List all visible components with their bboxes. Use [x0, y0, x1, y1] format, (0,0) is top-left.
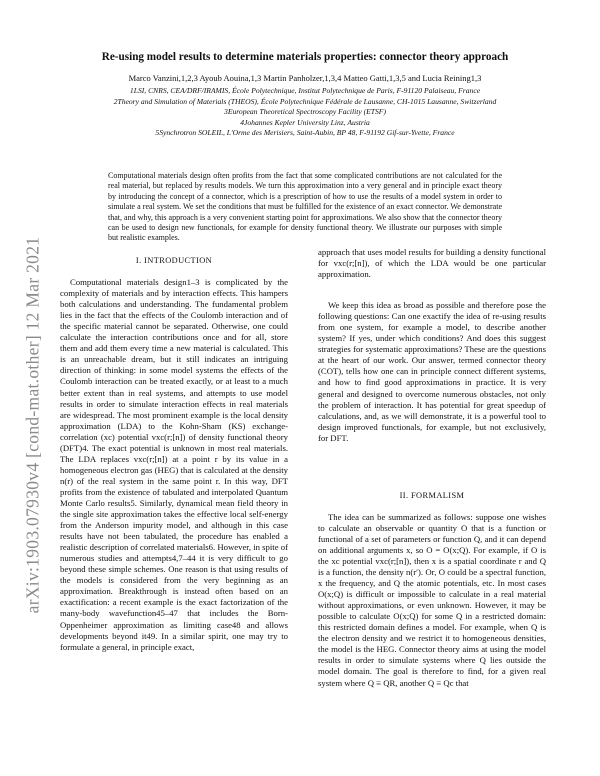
- arxiv-identifier-text: arXiv:1903.07930v4 [cond-mat.other] 12 Mar 2021: [22, 236, 43, 614]
- abstract: Computational materials design often profits from the fact that some complicated contributions are not calculated for the real material, but replaced by results models. We turn this approximation into a very general and in principle exact theory by introducing the concept of a connector, which is a prescription of how to use the results of a model system in order to simulate a real system. We set the conditions that must be fulfilled for the existence of an exact connector. We demonstrate that, and why, this approach is a very convenient starting point for approximations. We also show that the connector theory can be used to design new functionals, for example for density functional theory. We illustrate our purposes with simple but realistic examples.: [108, 171, 502, 243]
- affiliations: [60, 86, 550, 139]
- section-heading-formalism: II. FORMALISM: [399, 490, 465, 500]
- right-column: [318, 247, 546, 689]
- affiliation-4: 4Johannes Kepler University Linz, Austria: [240, 117, 370, 127]
- author-names: Marco Vanzini,1,2,3 Ayoub Aouina,1,3 Martin Panholzer,1,3,4 Matteo Gatti,1,3,5 and Lucia Reining1,3: [128, 73, 482, 83]
- author-list: [60, 73, 550, 83]
- intro-paragraph-1: Computational materials design1–3 is complicated by the complexity of materials and by interaction effects. This hampers both calculations and understanding. The fundamental problem lies in the fact that the effects of the Coulomb interaction and of the specific material cannot be separated. Otherwise, one could calculate the interaction contributions once and for all, store them and add them every time a new material is calculated. This is an unreachable dream, but it still indicates an intriguing direction of thinking: in some model systems the effects of the Coulomb interaction can be treated exactly, or at least to a much better extent than in real systems, and attempts to use model results in order to simulate interaction effects in real materials are widespread. The most prominent example is the local density approximation (LDA) to the Kohn-Sham (KS) exchange-correlation (xc) potential vxc(r;[n]) of density functional theory (DFT)4. The exact potential is unknown in most real materials. The LDA replaces vxc(r;[n]) at a point r by its value in a homogeneous electron gas (HEG) that is calculated at the density n(r) of the real system in the same point r. In this way, DFT profits from the existence of tabulated and interpolated Quantum Monte Carlo results5. Similarly, dynamical mean field theory in the single site approximation takes the effective local self-energy from the Anderson impurity model, and although in this case results have not been tabulated, the procedure has enabled a realistic description of correlated materials6. However, in spite of numerous studies and attempts4,7–44 it is very difficult to go beyond these simple schemes. One reason is that using results of the models is considered from the very beginning as an approximation. Breakthrough is instead often based on an exactification: a recent example is the exact factorization of the many-body wavefunction45–47 that includes the Born-Oppenheimer approximation as limiting case48 and allows developments beyond it49. In a similar spirit, one may try to formulate a general, in principle exact,: [60, 277, 288, 652]
- arxiv-identifier: [18, 165, 48, 685]
- intro-paragraph-2: We keep this idea as broad as possible and therefore pose the following questions: Can one exactify the idea of re-using results from one system, for example a model, to describe another system? If yes, under which conditions? And does this suggest strategies for systematic approximations? These are the questions at the heart of our work. Our answer, termed connector theory (COT), tells how one can in principle connect different systems, and how to find good approximations in practice. It is very general and designed to overcome numerous obstacles, not only the problem of interaction. It has potential for great speedup of calculations, and, as we will demonstrate, it is a powerful tool to design improved functionals, for example, but not exclusively, for DFT.: [318, 300, 546, 443]
- affiliation-3: 3European Theoretical Spectroscopy Facility (ETSF): [224, 107, 386, 117]
- paper-title: Re-using model results to determine materials properties: connector theory approach: [101, 51, 509, 63]
- section-heading-introduction: I. INTRODUCTION: [135, 256, 213, 265]
- intro-paragraph-1-continued: approach that uses model results for building a density functional for vxc(r;[n]), of which the LDA would be one particular approximation.: [318, 247, 546, 280]
- affiliation-1: 1LSI, CNRS, CEA/DRF/IRAMIS, École Polytechnique, Institut Polytechnique de Paris, F-91120 Palaiseau, France: [129, 86, 481, 95]
- left-column: [60, 255, 288, 653]
- formalism-paragraph-1: The idea can be summarized as follows: suppose one wishes to calculate an observable or quantity O that is a function or functional of a set of parameters or function Q, and it can depend on additional arguments x, so O = O(x;Q). For example, if O is the xc potential vxc(r;[n]), then x is a spatial coordinate r and Q is a function, the density n(r′). Or, O could be a spectral function, x the frequency, and Q the atomic potentials, etc. In most cases O(x;Q) is difficult or impossible to calculate in a real material without approximations, or even unknown. However, it may be possible to calculate O(x;Q) for some Q in a restricted domain: this restricted domain defines a model. For example, when Q is the electron density and we restrict it to homogeneous densities, the model is the HEG. Connector theory aims at using the model results in order to simulate systems where Q lies outside the model domain. The goal is therefore to find, for a given real system where Q ≡ QR, another Q ≡ Qc that: [318, 511, 546, 688]
- affiliation-2: 2Theory and Simulation of Materials (THEOS), École Polytechnique Fédérale de Lausanne, CH-1015 Lausanne, Switzerland: [113, 96, 497, 106]
- affiliation-5: 5Synchrotron SOLEIL, L'Orme des Merisiers, Saint-Aubin, BP 48, F-91192 Gif-sur-Yvette, France: [155, 128, 455, 138]
